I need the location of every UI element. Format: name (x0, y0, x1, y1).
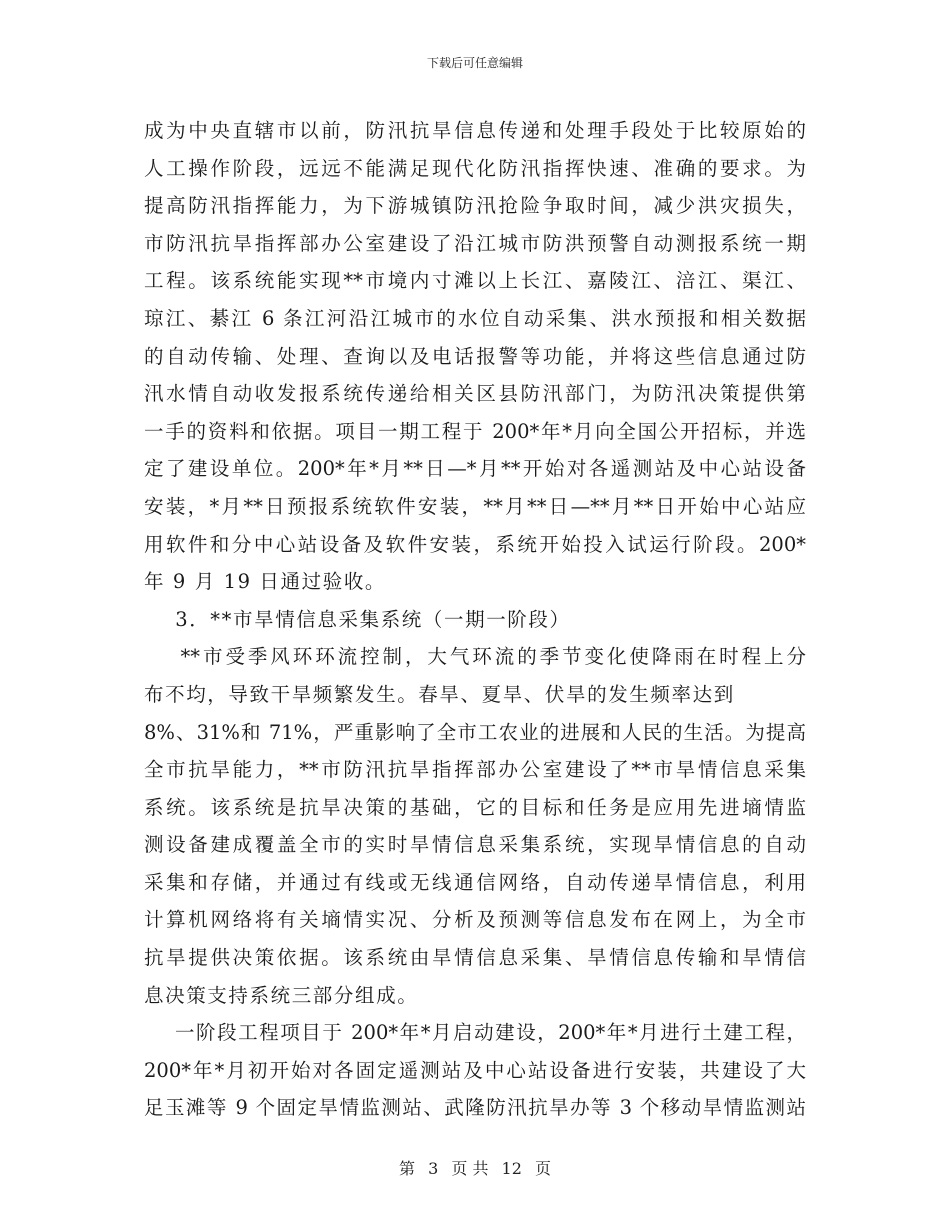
text-line: 提高防汛指挥能力，为下游城镇防汛抢险争取时间，减少洪灾损失， (144, 194, 806, 218)
text-line: 定了建设单位。200*年*月**日—*月**开始对各遥测站及中心站设备 (144, 457, 806, 481)
text-line: 息决策支持系统三部分组成。 (144, 983, 419, 1007)
text-line: 抗旱提供决策依据。该系统由旱情信息采集、旱情信息传输和旱情信 (144, 946, 806, 970)
text-line: 年 9 月 19 日通过验收。 (144, 570, 387, 594)
text-line: 全市抗旱能力，**市防汛抗旱指挥部办公室建设了**市旱情信息采集 (144, 758, 806, 782)
text-line: 用软件和分中心站设备及软件安装，系统开始投入试运行阶段。200* (144, 532, 806, 556)
text-line: 3．**市旱情信息采集系统（一期一阶段） (144, 607, 571, 631)
text-line: 成为中央直辖市以前，防汛抗旱信息传递和处理手段处于比较原始的 (144, 119, 806, 142)
text-line: 一手的资料和依据。项目一期工程于 200*年*月向全国公开招标，并选 (144, 419, 806, 443)
text-line: 8%、31%和 71%，严重影响了全市工农业的进展和人民的生活。为提高 (144, 720, 806, 744)
text-line: 的自动传输、处理、查询以及电话报警等功能，并将这些信息通过防 (144, 344, 806, 368)
text-line: 布不均，导致干旱频繁发生。春旱、夏旱、伏旱的发生频率达到 (144, 682, 735, 706)
footer-middle: 页 共 (451, 1159, 489, 1178)
text-line: 系统。该系统是抗旱决策的基础，它的目标和任务是应用先进墒情监 (144, 795, 806, 819)
text-line: 汛水情自动收发报系统传递给相关区县防汛部门，为防汛决策提供第 (144, 382, 806, 406)
text-line: 测设备建成覆盖全市的实时旱情信息采集系统，实现旱情信息的自动 (144, 833, 806, 857)
text-line: 安装，*月**日预报系统软件安装，**月**日—**月**日开始中心站应 (144, 494, 806, 518)
text-line: 一阶段工程项目于 200*年*月启动建设，200*年*月进行土建工程， (144, 1021, 806, 1045)
page-header: 下载后可任意编辑 (426, 56, 523, 70)
text-line: 足玉滩等 9 个固定旱情监测站、武隆防汛抗旱办等 3 个移动旱情监测站 (144, 1096, 806, 1120)
page-footer (0, 1156, 950, 1179)
document-body (144, 112, 806, 1127)
footer-total-pages: 12 (501, 1159, 522, 1178)
text-line: 工程。该系统能实现**市境内寸滩以上长江、嘉陵江、涪江、渠江、 (144, 269, 806, 293)
footer-page-number: 3 (428, 1159, 439, 1178)
footer-suffix: 页 (535, 1159, 552, 1178)
text-line: 人工操作阶段，远远不能满足现代化防汛指挥快速、准确的要求。为 (144, 156, 806, 180)
text-line: **市受季风环环流控制，大气环流的季节变化使降雨在时程上分 (144, 645, 806, 669)
text-line: 计算机网络将有关墒情实况、分析及预测等信息发布在网上，为全市 (144, 908, 806, 932)
footer-prefix: 第 (398, 1159, 415, 1178)
text-line: 市防汛抗旱指挥部办公室建设了沿江城市防洪预警自动测报系统一期 (144, 231, 806, 255)
text-line: 采集和存储，并通过有线或无线通信网络，自动传递旱情信息，利用 (144, 870, 806, 894)
text-line: 琼江、綦江 6 条江河沿江城市的水位自动采集、洪水预报和相关数据 (144, 306, 806, 330)
text-line: 200*年*月初开始对各固定遥测站及中心站设备进行安装，共建设了大 (144, 1058, 806, 1082)
